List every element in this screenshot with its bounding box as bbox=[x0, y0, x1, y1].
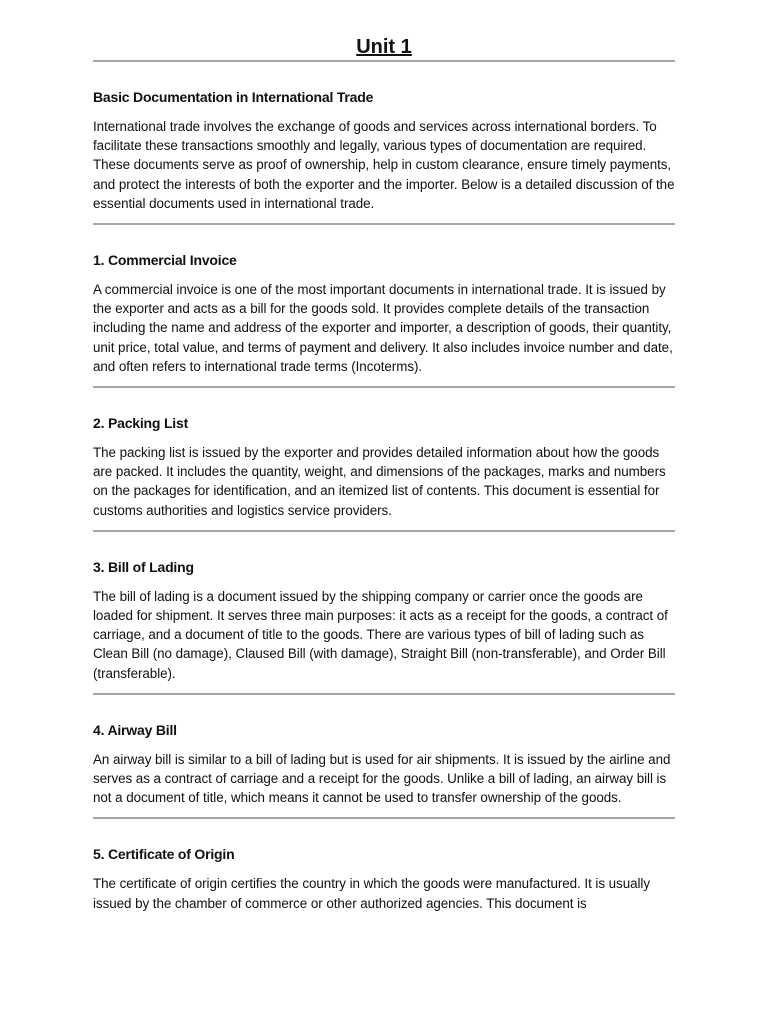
section-heading: 3. Bill of Lading bbox=[93, 558, 194, 575]
document-page bbox=[93, 0, 675, 913]
section-paragraph: An airway bill is similar to a bill of lading but is used for air shipments. It is issued by the airline and serves as a contract of carriage and a receipt for the goods. Unlike a bill of lading, an airway bill is not a document of title, which means it cannot be used to transfer ownership of the goods. bbox=[93, 751, 671, 806]
intro-paragraph: International trade involves the exchange of goods and services across international borders. To facilitate these transactions smoothly and legally, various types of documentation are required. These documents serve as proof of ownership, help in custom clearance, ensure timely payments, and protect the interests of both the exporter and the importer. Below is a detailed discussion of the essential documents used in international trade. bbox=[93, 119, 675, 211]
section-commercial-invoice bbox=[93, 251, 675, 376]
section-paragraph: The certificate of origin certifies the country in which the goods were manufactured. It is usually issued by the chamber of commerce or other authorized agencies. This document is bbox=[93, 876, 650, 911]
section-divider bbox=[93, 530, 675, 532]
intro-section bbox=[93, 88, 675, 213]
section-divider bbox=[93, 223, 675, 225]
section-bill-of-lading bbox=[93, 558, 675, 683]
page-title: Unit 1 bbox=[356, 36, 412, 58]
section-paragraph: The packing list is issued by the exporter and provides detailed information about how the goods are packed. It includes the quantity, weight, and dimensions of the packages, marks and numbers on the packages for identification, and an itemized list of contents. This document is essential for customs authorities and logistics service providers. bbox=[93, 445, 666, 518]
section-divider bbox=[93, 817, 675, 819]
title-divider bbox=[93, 60, 675, 62]
section-divider bbox=[93, 386, 675, 388]
section-heading: 4. Airway Bill bbox=[93, 721, 177, 738]
section-paragraph: The bill of lading is a document issued by the shipping company or carrier once the goods are loaded for shipment. It serves three main purposes: it acts as a receipt for the goods, a contract of carriage, and a document of title to the goods. There are various types of bill of lading such as Clean Bill (no damage), Claused Bill (with damage), Straight Bill (non-transferable), and Order Bill (transferable). bbox=[93, 588, 668, 681]
section-divider bbox=[93, 693, 675, 695]
section-heading: 1. Commercial Invoice bbox=[93, 252, 237, 269]
section-packing-list bbox=[93, 414, 675, 520]
intro-heading: Basic Documentation in International Trade bbox=[93, 89, 374, 105]
section-airway-bill bbox=[93, 721, 675, 808]
section-certificate-of-origin bbox=[93, 845, 675, 912]
section-paragraph: A commercial invoice is one of the most important documents in international trade. It is issued by the exporter and acts as a bill for the goods sold. It provides complete details of the transaction including the name and address of the exporter and importer, a description of goods, their quantity, unit price, total value, and terms of payment and delivery. It also includes invoice number and date, and often refers to international trade terms (Incoterms). bbox=[93, 282, 673, 374]
section-heading: 5. Certificate of Origin bbox=[93, 846, 235, 863]
section-heading: 2. Packing List bbox=[93, 415, 189, 432]
